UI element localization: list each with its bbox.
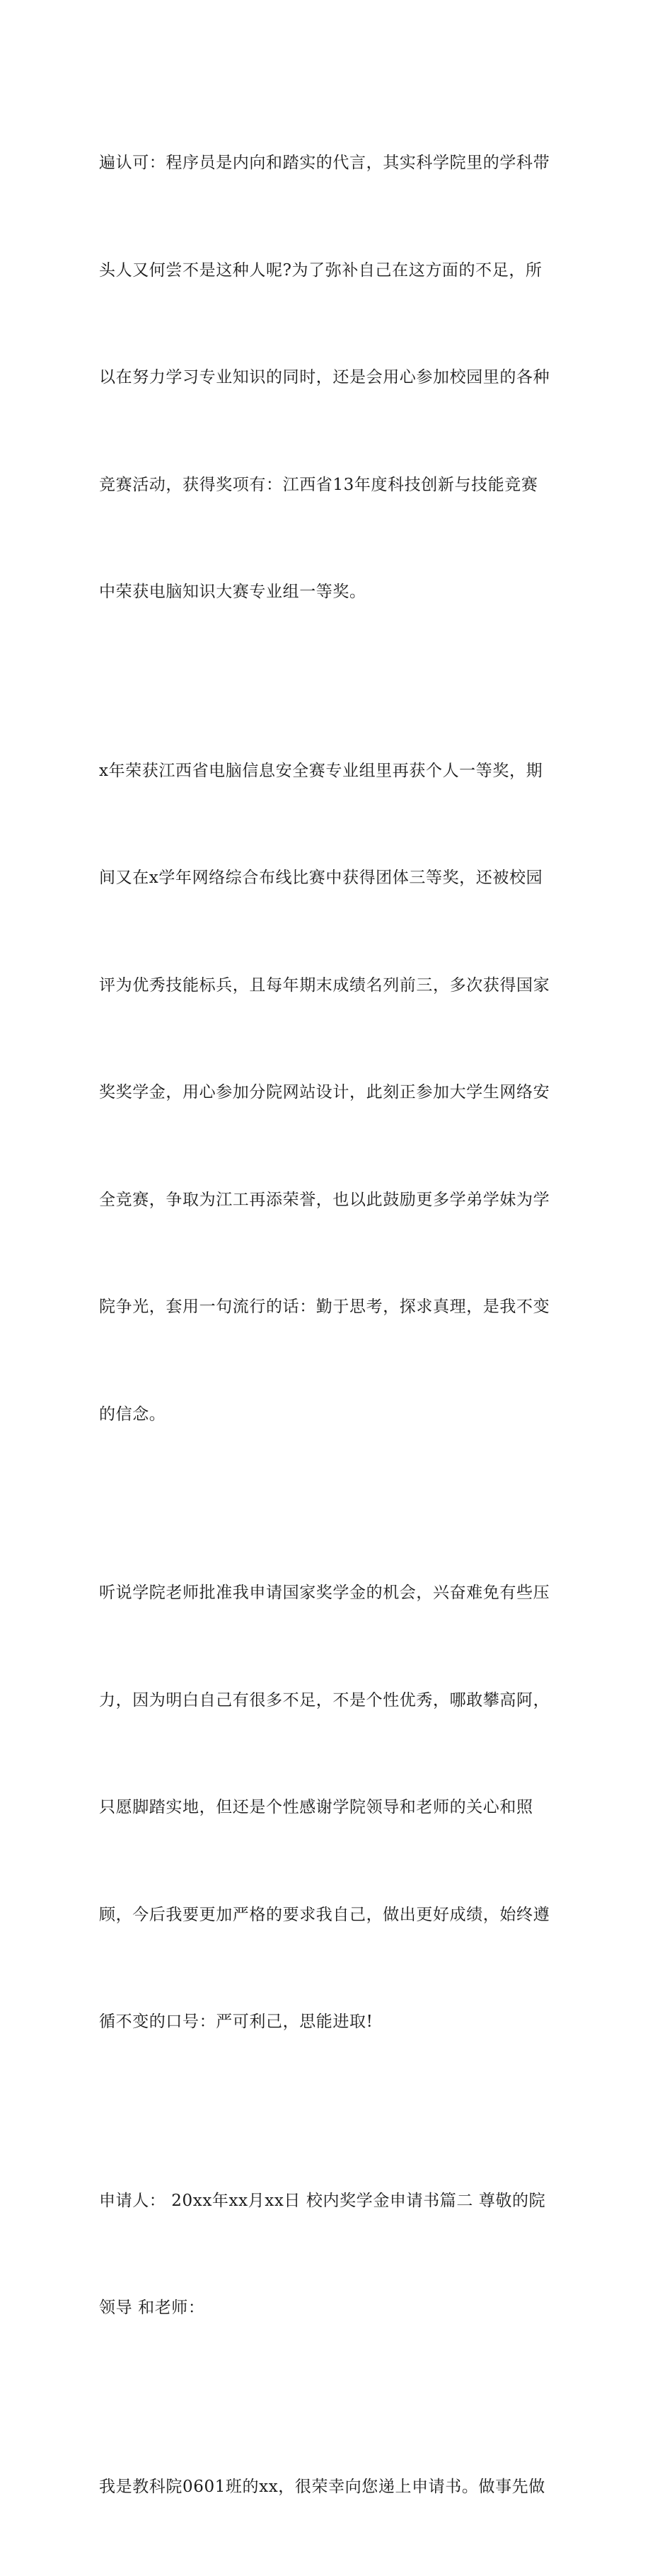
text-line: 头人又何尝不是这种人呢?为了弥补自己在这方面的不足，所 (99, 253, 580, 289)
text-line: 评为优秀技能标兵，且每年期末成绩名列前三，多次获得国家 (99, 968, 580, 1004)
text-line: 院争光，套用一句流行的话：勤于思考，探求真理，是我不变 (99, 1289, 580, 1325)
text-line: 只愿脚踏实地，但还是个性感谢学院领导和老师的关心和照 (99, 1790, 580, 1826)
text-line: 我是教科院0601班的xx，很荣幸向您递上申请书。做事先做 (99, 2469, 580, 2505)
text-line: 全竞赛，争取为江工再添荣誉，也以此鼓励更多学弟学妹为学 (99, 1182, 580, 1218)
text-line: x年荣获江西省电脑信息安全赛专业组里再获个人一等奖，期 (99, 753, 580, 789)
text-line: 循不变的口号：严可利己，思能进取! (99, 2004, 580, 2040)
text-line: 力，因为明白自己有很多不足，不是个性优秀，哪敢攀高阿， (99, 1683, 580, 1719)
paragraph-introduction (99, 2398, 580, 2576)
document-body (99, 74, 580, 2576)
paragraph-signature (99, 2112, 580, 2398)
text-line: 申请人： 20xx年xx月xx日 校内奖学金申请书篇二 尊敬的院 (99, 2183, 580, 2219)
text-line: 听说学院老师批准我申请国家奖学金的机会，兴奋难免有些压 (99, 1575, 580, 1611)
text-line: 中荣获电脑知识大赛专业组一等奖。 (99, 574, 580, 610)
text-line: 奖奖学金，用心参加分院网站设计，此刻正参加大学生网络安 (99, 1075, 580, 1111)
text-line: 以在努力学习专业知识的同时，还是会用心参加校园里的各种 (99, 360, 580, 396)
paragraph-gratitude (99, 1504, 580, 2112)
text-line: 遍认可：程序员是内向和踏实的代言，其实科学院里的学科带 (99, 145, 580, 181)
text-line: 间又在x学年网络综合布线比赛中获得团体三等奖，还被校园 (99, 860, 580, 896)
paragraph-awards (99, 682, 580, 1504)
text-line: 顾，今后我要更加严格的要求我自己，做出更好成绩，始终遵 (99, 1897, 580, 1933)
text-line: 的信念。 (99, 1397, 580, 1433)
text-line: 领导 和老师： (99, 2290, 580, 2326)
document-page (0, 0, 672, 870)
paragraph-achievements (99, 74, 580, 682)
text-line: 竞赛活动，获得奖项有：江西省13年度科技创新与技能竞赛 (99, 467, 580, 503)
